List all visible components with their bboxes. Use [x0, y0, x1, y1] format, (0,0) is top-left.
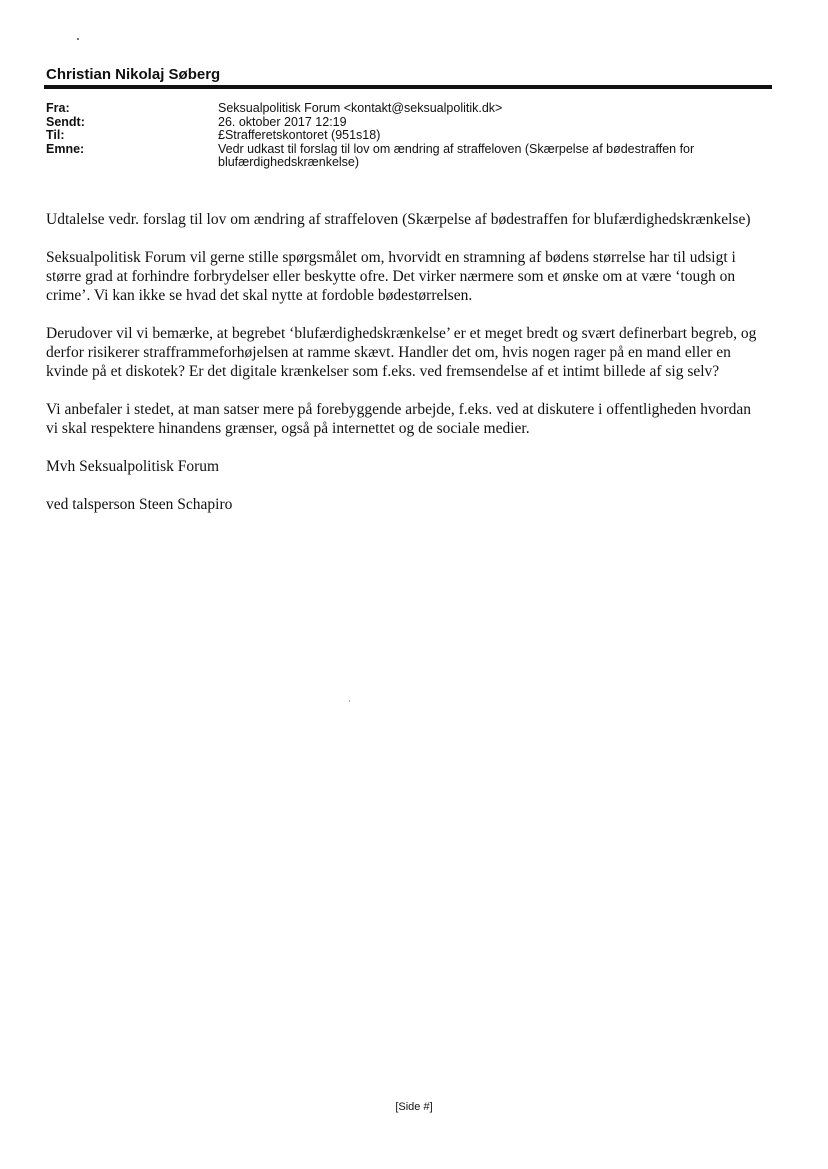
header-row-sent	[46, 116, 766, 130]
body-paragraph: Derudover vil vi bemærke, at begrebet ‘blufærdighedskrænkelse’ er et meget bredt og svært definerbart begreb, og derfor risikerer strafframmeforhøjelsen at ramme skævt. Handler det om, hvis nogen rager på en mand eller en kvinde på et diskotek? Er det digitale krænkelser som f.eks. ved fremsendelse af et intimt billede af sig selv?	[46, 325, 757, 380]
to-label: Til:	[46, 128, 65, 142]
email-header	[46, 102, 766, 170]
body-paragraph: Vi anbefaler i stedet, at man satser mere på forebyggende arbejde, f.eks. ved at diskutere i offentligheden hvordan vi skal respektere hinandens grænser, også på internettet og de sociale medier.	[46, 401, 752, 437]
signature-line: ved talsperson Steen Schapiro	[46, 496, 233, 513]
page-footer: [Side #]	[395, 1101, 433, 1113]
from-value: Seksualpolitisk Forum <kontakt@seksualpolitik.dk>	[218, 101, 503, 115]
email-body	[46, 210, 766, 533]
to-value: £Strafferetskontoret (951s18)	[218, 128, 381, 142]
header-row-to	[46, 129, 766, 143]
scan-speck	[349, 700, 350, 702]
sent-label: Sendt:	[46, 114, 85, 129]
subject-label: Emne:	[46, 141, 85, 156]
sender-name: Christian Nikolaj Søberg	[46, 66, 221, 83]
subject-value: Vedr udkast til forslag til lov om ændring af straffeloven (Skærpelse af bødestraffen for blufærdighedskrænkelse)	[218, 141, 695, 169]
header-row-from	[46, 102, 766, 116]
scan-speck	[77, 38, 79, 40]
body-paragraph: Seksualpolitisk Forum vil gerne stille spørgsmålet om, hvorvidt en stramning af bødens størrelse har til udsigt i større grad at forhindre forbrydelser eller beskytte ofre. Det virker nærmere som et ønske om at være ‘tough on crime’. Vi kan ikke se hvad det skal nytte at fordoble bødestørrelsen.	[46, 249, 736, 304]
body-paragraph-title: Udtalelse vedr. forslag til lov om ændring af straffeloven (Skærpelse af bødestraffen for blufærdighedskrænkelse)	[46, 211, 751, 228]
signature-line: Mvh Seksualpolitisk Forum	[46, 458, 220, 475]
header-row-subject	[46, 143, 766, 170]
header-rule	[44, 85, 772, 89]
from-label: Fra:	[46, 101, 70, 115]
sent-value: 26. oktober 2017 12:19	[218, 114, 347, 129]
